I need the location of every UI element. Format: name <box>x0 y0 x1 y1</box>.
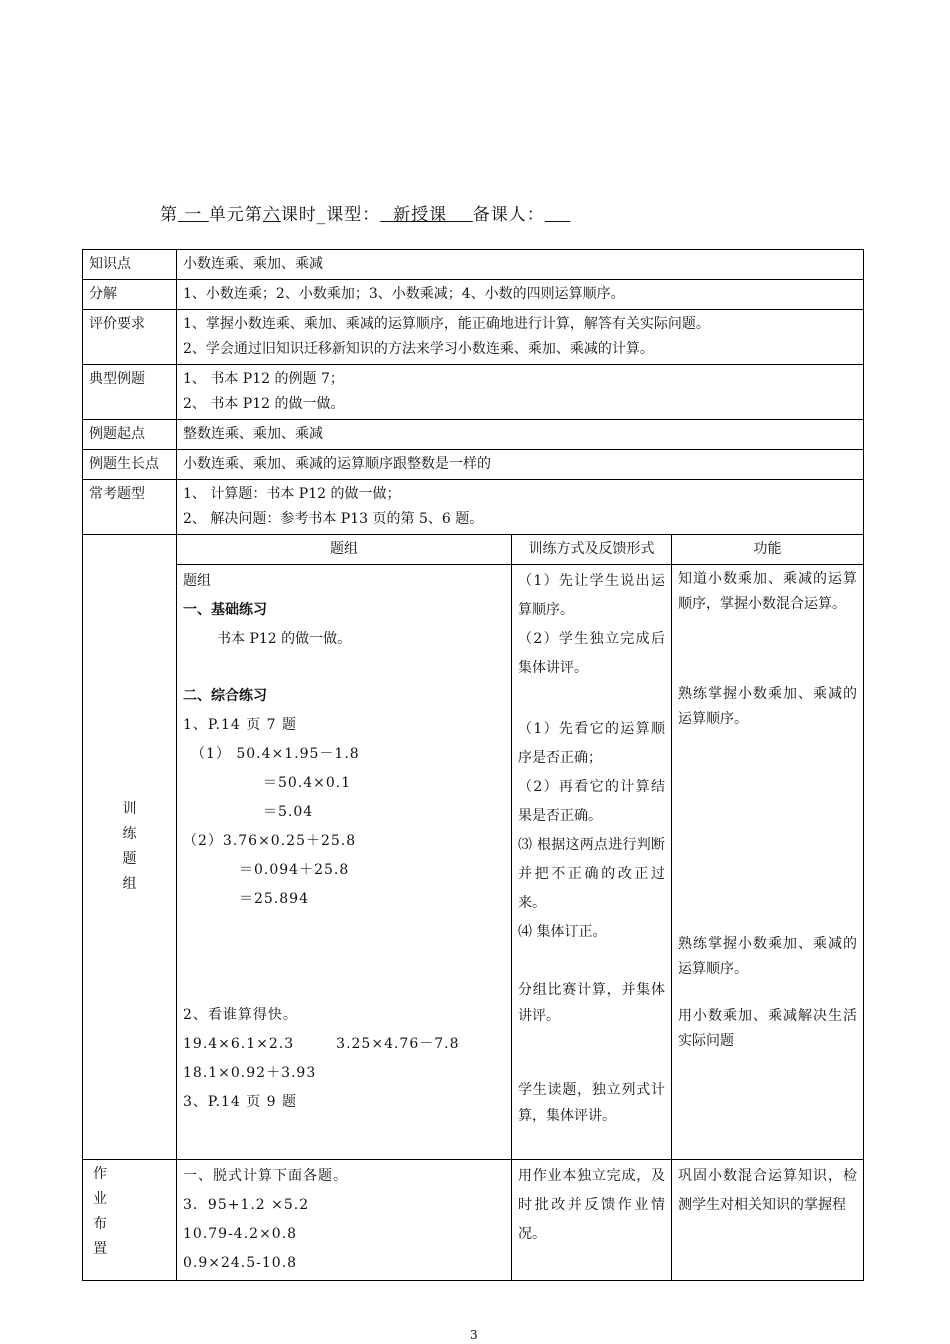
text-line: （1）先看它的运算顺序是否正确； <box>518 721 665 766</box>
homework-function: 巩固小数混合运算知识，检测学生对相关知识的掌握程 <box>672 1160 864 1281</box>
row-value: 1、小数连乘；2、小数乘加；3、小数乘减；4、小数的四则运算顺序。 <box>177 280 864 310</box>
lesson-type: 新授课 <box>393 205 448 225</box>
training-header-row <box>83 535 864 565</box>
title-text: 备课人： <box>472 205 545 225</box>
text-line: 熟练掌握小数乘加、乘减的运算顺序。 <box>678 936 857 977</box>
text-line: 2、学会通过旧知识迁移新知识的方法来学习小数连乘、乘加、乘减的计算。 <box>183 341 654 357</box>
text-line: 1、 计算题：书本 P12 的做一做； <box>183 486 401 502</box>
exercise-group-cell <box>177 565 512 1160</box>
training-label: 训 练 题 组 <box>83 535 177 1160</box>
column-header-function: 功能 <box>672 535 864 565</box>
row-label: 例题起点 <box>83 420 177 450</box>
math-line: ＝0.094＋25.8 <box>239 862 350 878</box>
text-line: 3、P.14 页 9 题 <box>183 1094 298 1110</box>
row-growth <box>83 450 864 480</box>
text-line: 1、掌握小数连乘、乘加、乘减的运算顺序，能正确地进行计算，解答有关实际问题。 <box>183 316 710 332</box>
math-line: 0.9×24.5-10.8 <box>183 1255 298 1271</box>
text-line: 1、P.14 页 7 题 <box>183 717 298 733</box>
title-text: 第 <box>160 205 178 225</box>
text-line: 分组比赛计算，并集体讲评。 <box>518 982 665 1024</box>
section-heading: 一、基础练习 <box>183 602 267 618</box>
title-text: 单元第 <box>208 205 263 225</box>
text-line: 书本 P12 的做一做。 <box>217 631 352 647</box>
row-value <box>177 365 864 420</box>
row-value: 小数连乘、乘加、乘减 <box>177 250 864 280</box>
preparer-field <box>545 205 571 225</box>
row-label: 例题生长点 <box>83 450 177 480</box>
row-value: 小数连乘、乘加、乘减的运算顺序跟整数是一样的 <box>177 450 864 480</box>
text-line: 2、看谁算得快。 <box>183 1007 298 1023</box>
homework-tasks <box>177 1160 512 1281</box>
math-line: （1） 50.4×1.95－1.8 <box>191 746 360 762</box>
homework-row <box>83 1160 864 1281</box>
text-line: ⑶ 根据这两点进行判断并把不正确的改正过来。 <box>518 837 665 911</box>
text-line: 用小数乘加、乘减解决生活实际问题 <box>678 1008 857 1049</box>
math-line: ＝50.4×0.1 <box>263 775 352 791</box>
row-value <box>177 310 864 365</box>
row-examples <box>83 365 864 420</box>
row-value: 整数连乘、乘加、乘减 <box>177 420 864 450</box>
text-line: 一、脱式计算下面各题。 <box>183 1168 348 1184</box>
title-text: 课时_课型： <box>280 205 381 225</box>
text-line: （1）先让学生说出运算顺序。 <box>518 573 665 618</box>
math-line: 19.4×6.1×2.3 3.25×4.76－7.8 <box>183 1036 460 1052</box>
row-label: 典型例题 <box>83 365 177 420</box>
lesson-plan-table <box>82 249 864 1281</box>
homework-method: 用作业本独立完成，及时批改并反馈作业情况。 <box>512 1160 672 1281</box>
row-label: 知识点 <box>83 250 177 280</box>
lesson-number: 六 <box>262 205 281 225</box>
row-common <box>83 480 864 535</box>
math-line: ＝25.894 <box>239 891 309 907</box>
text-line: 学生读题，独立列式计算，集体评讲。 <box>518 1082 665 1124</box>
math-line: ＝5.04 <box>263 804 314 820</box>
math-line: 3．95+1.2 ×5.2 <box>183 1197 310 1213</box>
text-line: 1、 书本 P12 的例题 7； <box>183 371 344 387</box>
column-header-group: 题组 <box>177 535 512 565</box>
row-breakdown <box>83 280 864 310</box>
row-label: 常考题型 <box>83 480 177 535</box>
text-line: 题组 <box>183 573 211 589</box>
text-line: ⑷ 集体订正。 <box>518 924 607 940</box>
math-line: （2）3.76×0.25＋25.8 <box>183 833 357 849</box>
page-title <box>160 200 570 225</box>
column-header-method: 训练方式及反馈形式 <box>512 535 672 565</box>
text-line: 2、 书本 P12 的做一做。 <box>183 396 345 412</box>
math-line: 18.1×0.92＋3.93 <box>183 1065 317 1081</box>
text-line: 熟练掌握小数乘加、乘减的运算顺序。 <box>678 686 857 727</box>
unit-number: 一 <box>184 205 203 225</box>
text-line: 知道小数乘加、乘减的运算顺序，掌握小数混合运算。 <box>678 571 857 612</box>
text-line: （2）学生独立完成后集体讲评。 <box>518 631 665 676</box>
math-line: 10.79-4.2×0.8 <box>183 1226 298 1242</box>
row-label: 分解 <box>83 280 177 310</box>
method-cell <box>512 565 672 1160</box>
row-evaluation <box>83 310 864 365</box>
text-line: （2）再看它的计算结果是否正确。 <box>518 779 665 824</box>
text-line: 2、 解决问题：参考书本 P13 页的第 5、6 题。 <box>183 511 484 527</box>
row-start <box>83 420 864 450</box>
row-label: 评价要求 <box>83 310 177 365</box>
training-body-row <box>83 565 864 1160</box>
row-knowledge <box>83 250 864 280</box>
section-heading: 二、综合练习 <box>183 688 267 704</box>
function-cell <box>672 565 864 1160</box>
page-number: 3 <box>470 1328 478 1342</box>
row-value <box>177 480 864 535</box>
homework-label: 作 业 布 置 <box>83 1160 177 1281</box>
